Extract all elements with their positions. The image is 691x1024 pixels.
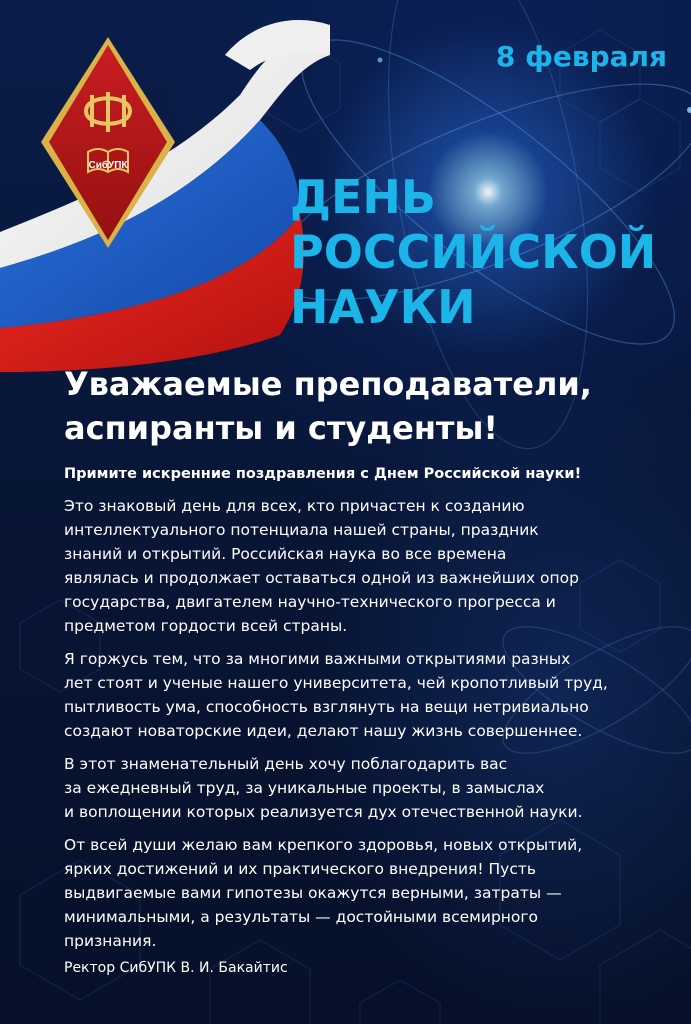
- headline-line: ДЕНЬ: [290, 170, 436, 224]
- paragraph-line: и воплощении которых реализуется дух отечественной науки.: [64, 803, 583, 821]
- paragraph-line: пытливость ума, способность взглянуть на вещи нетривиально: [64, 698, 589, 716]
- paragraph-line: лет стоят и ученые нашего университета, чей кропотливый труд,: [64, 674, 608, 692]
- paragraph-line: интеллектуального потенциала нашей страны, праздник: [64, 521, 539, 539]
- lead-sentence: Примите искренние поздравления с Днем Российской науки!: [64, 466, 582, 482]
- paragraph: [64, 833, 674, 953]
- paragraph-line: создают новаторские идеи, делают нашу жизнь совершеннее.: [64, 722, 583, 740]
- paragraph: [64, 752, 674, 824]
- paragraph-line: выдвигаемые вами гипотезы окажутся верными, затраты —: [64, 884, 562, 902]
- badge-label: СибУПК: [88, 160, 128, 171]
- greeting-line: Уважаемые преподаватели,: [64, 365, 592, 403]
- signature: Ректор СибУПК В. И. Бакайтис: [64, 960, 288, 976]
- paragraph-line: за ежедневный труд, за уникальные проекты, в замыслах: [64, 779, 545, 797]
- paragraphs: [64, 494, 674, 953]
- paragraph-line: От всей души желаю вам крепкого здоровья, новых открытий,: [64, 836, 583, 854]
- date-label: 8 февраля: [495, 40, 667, 73]
- paragraph-line: знаний и открытий. Российская наука во все времена: [64, 545, 507, 563]
- paragraph: [64, 494, 674, 638]
- paragraph-line: минимальными, а результаты — достойными всемирного: [64, 908, 539, 926]
- headline: [290, 170, 680, 335]
- greeting-line: аспиранты и студенты!: [64, 409, 498, 447]
- headline-line: РОССИЙСКОЙ: [290, 225, 657, 279]
- paragraph-line: ярких достижений и их практического внедрения! Пусть: [64, 860, 537, 878]
- message-body: [64, 466, 674, 962]
- paragraph-line: Я горжусь тем, что за многими важными открытиями разных: [64, 650, 571, 668]
- greeting: [64, 362, 674, 450]
- headline-line: НАУКИ: [290, 280, 476, 334]
- monogram-icon: [86, 92, 130, 132]
- paragraph-line: предметом гордости всей страны.: [64, 617, 348, 635]
- paragraph-line: государства, двигателем научно-технического прогресса и: [64, 593, 556, 611]
- paragraph: [64, 647, 674, 743]
- paragraph-line: признания.: [64, 932, 157, 950]
- paragraph-line: В этот знаменательный день хочу поблагодарить вас: [64, 755, 508, 773]
- paragraph-line: являлась и продолжает оставаться одной из важнейших опор: [64, 569, 579, 587]
- paragraph-line: Это знаковый день для всех, кто причастен к созданию: [64, 497, 525, 515]
- flag-ribbon: [0, 20, 330, 372]
